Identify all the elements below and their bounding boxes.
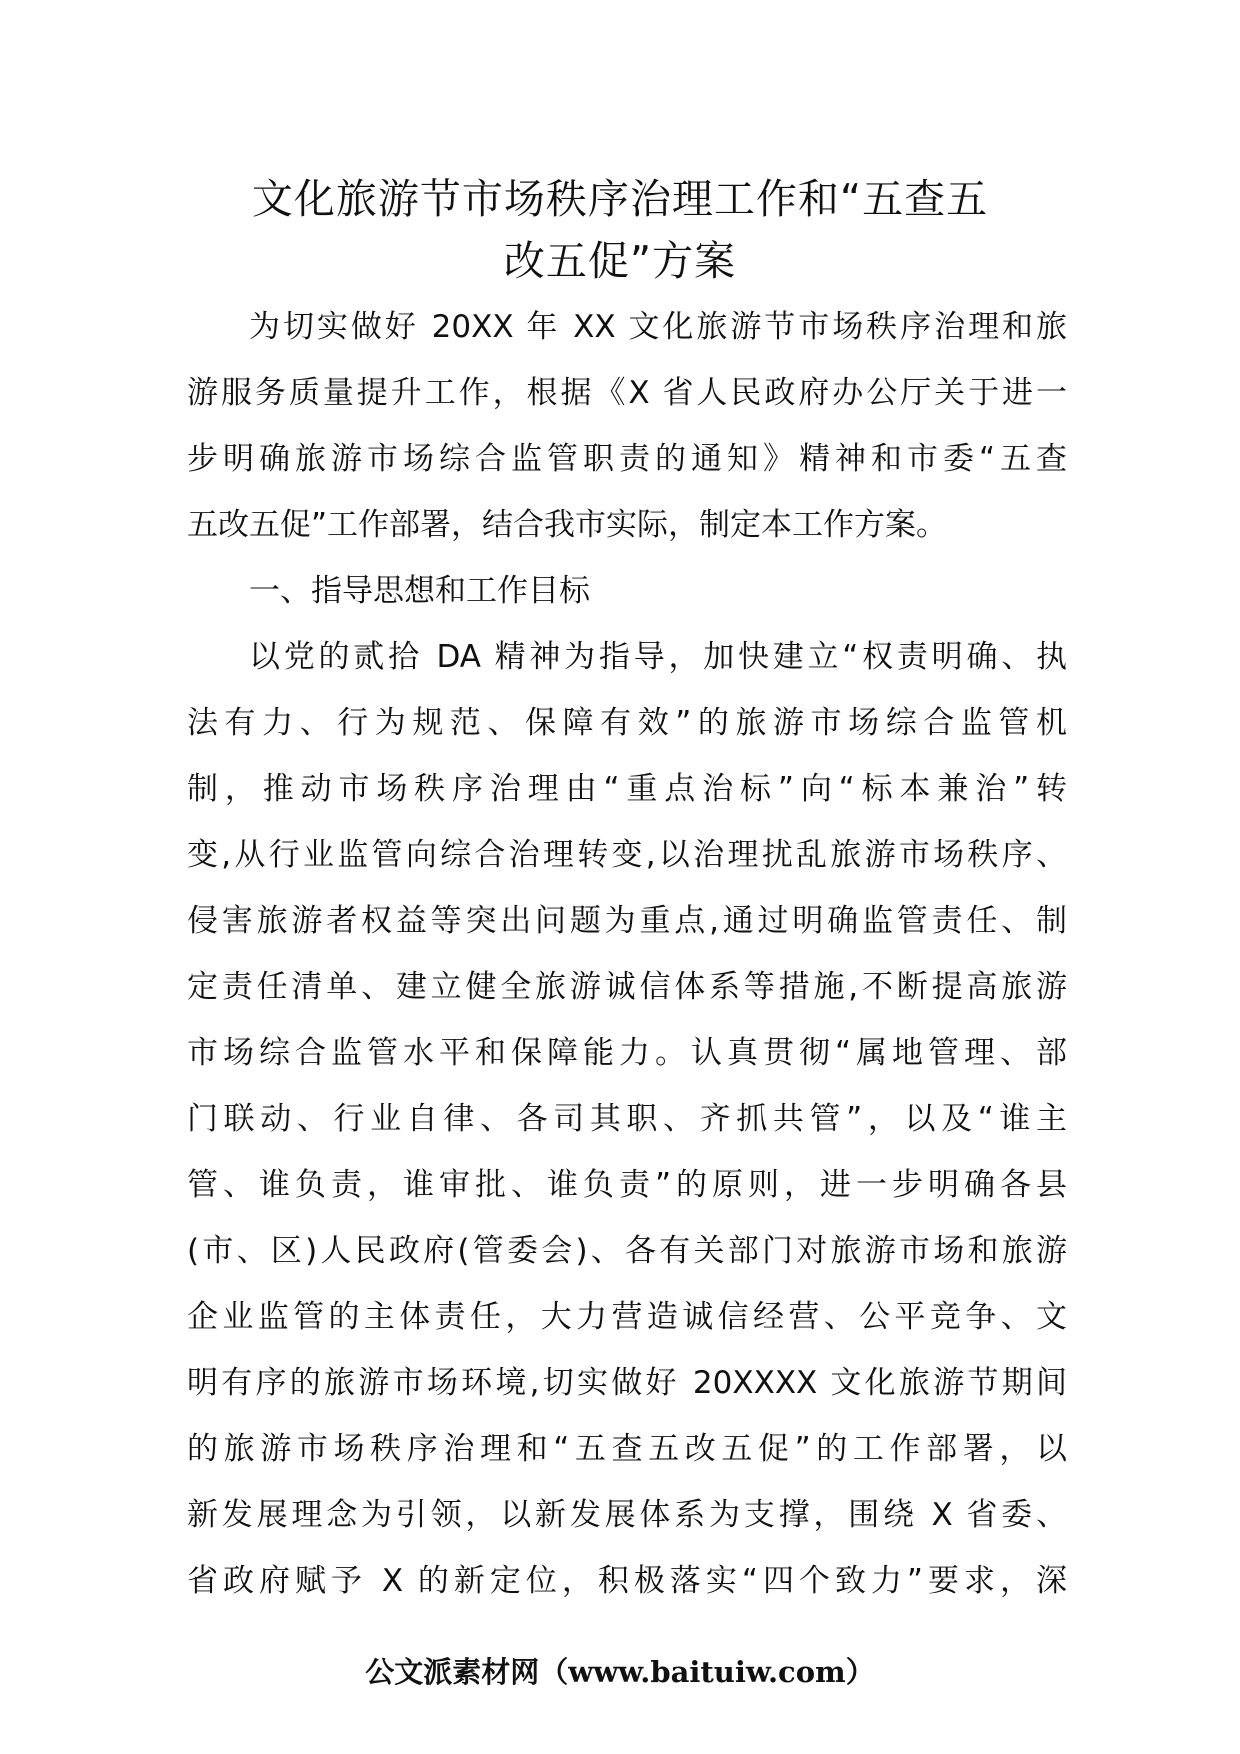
footer-watermark: 公文派素材网（www.baituiw.com） xyxy=(365,1655,875,1689)
paragraph-2-line-13: 的旅游市场秩序治理和“五查五改五促”的工作部署，以 xyxy=(187,1431,1067,1467)
paragraph-2-line-6: 定责任清单、建立健全旅游诚信体系等措施,不断提高旅游 xyxy=(187,969,1067,1005)
paragraph-2-line-7: 市场综合监管水平和保障能力。认真贯彻“属地管理、部 xyxy=(187,1035,1067,1071)
paragraph-1-line-3: 步明确旅游市场综合监管职责的通知》精神和市委“五查 xyxy=(187,441,1067,477)
paragraph-2-line-9: 管、谁负责，谁审批、谁负责”的原则，进一步明确各县 xyxy=(187,1167,1067,1203)
title-line-2: 改五促”方案 xyxy=(503,237,737,285)
paragraph-1-line-1: 为切实做好 20XX 年 XX 文化旅游节市场秩序治理和旅 xyxy=(249,309,1067,345)
paragraph-2-line-3: 制，推动市场秩序治理由“重点治标”向“标本兼治”转 xyxy=(187,771,1067,807)
paragraph-2-line-15: 省政府赋予 X 的新定位，积极落实“四个致力”要求，深 xyxy=(187,1563,1067,1599)
paragraph-2-line-11: 企业监管的主体责任，大力营造诚信经营、公平竞争、文 xyxy=(187,1299,1067,1335)
section-heading-1: 一、指导思想和工作目标 xyxy=(249,573,590,609)
paragraph-2-line-10: (市、区)人民政府(管委会)、各有关部门对旅游市场和旅游 xyxy=(187,1233,1067,1269)
paragraph-2-line-14: 新发展理念为引领，以新发展体系为支撑，围绕 X 省委、 xyxy=(187,1497,1067,1533)
paragraph-1-line-2: 游服务质量提升工作，根据《X 省人民政府办公厅关于进一 xyxy=(187,375,1067,411)
paragraph-2-line-4: 变,从行业监管向综合治理转变,以治理扰乱旅游市场秩序、 xyxy=(187,837,1067,873)
paragraph-2-line-1: 以党的贰拾 DA 精神为指导，加快建立“权责明确、执 xyxy=(249,639,1067,675)
paragraph-2-line-12: 明有序的旅游市场环境,切实做好 20XXXX 文化旅游节期间 xyxy=(187,1365,1067,1401)
paragraph-2-line-2: 法有力、行为规范、保障有效”的旅游市场综合监管机 xyxy=(187,705,1067,741)
title-line-1: 文化旅游节市场秩序治理工作和“五查五 xyxy=(251,175,989,223)
paragraph-2-line-5: 侵害旅游者权益等突出问题为重点,通过明确监管责任、制 xyxy=(187,903,1067,939)
document-title xyxy=(150,168,1090,292)
paragraph-2-line-8: 门联动、行业自律、各司其职、齐抓共管”，以及“谁主 xyxy=(187,1101,1067,1137)
document-body xyxy=(187,294,1067,1614)
paragraph-1-line-4: 五改五促”工作部署，结合我市实际，制定本工作方案。 xyxy=(187,507,948,543)
